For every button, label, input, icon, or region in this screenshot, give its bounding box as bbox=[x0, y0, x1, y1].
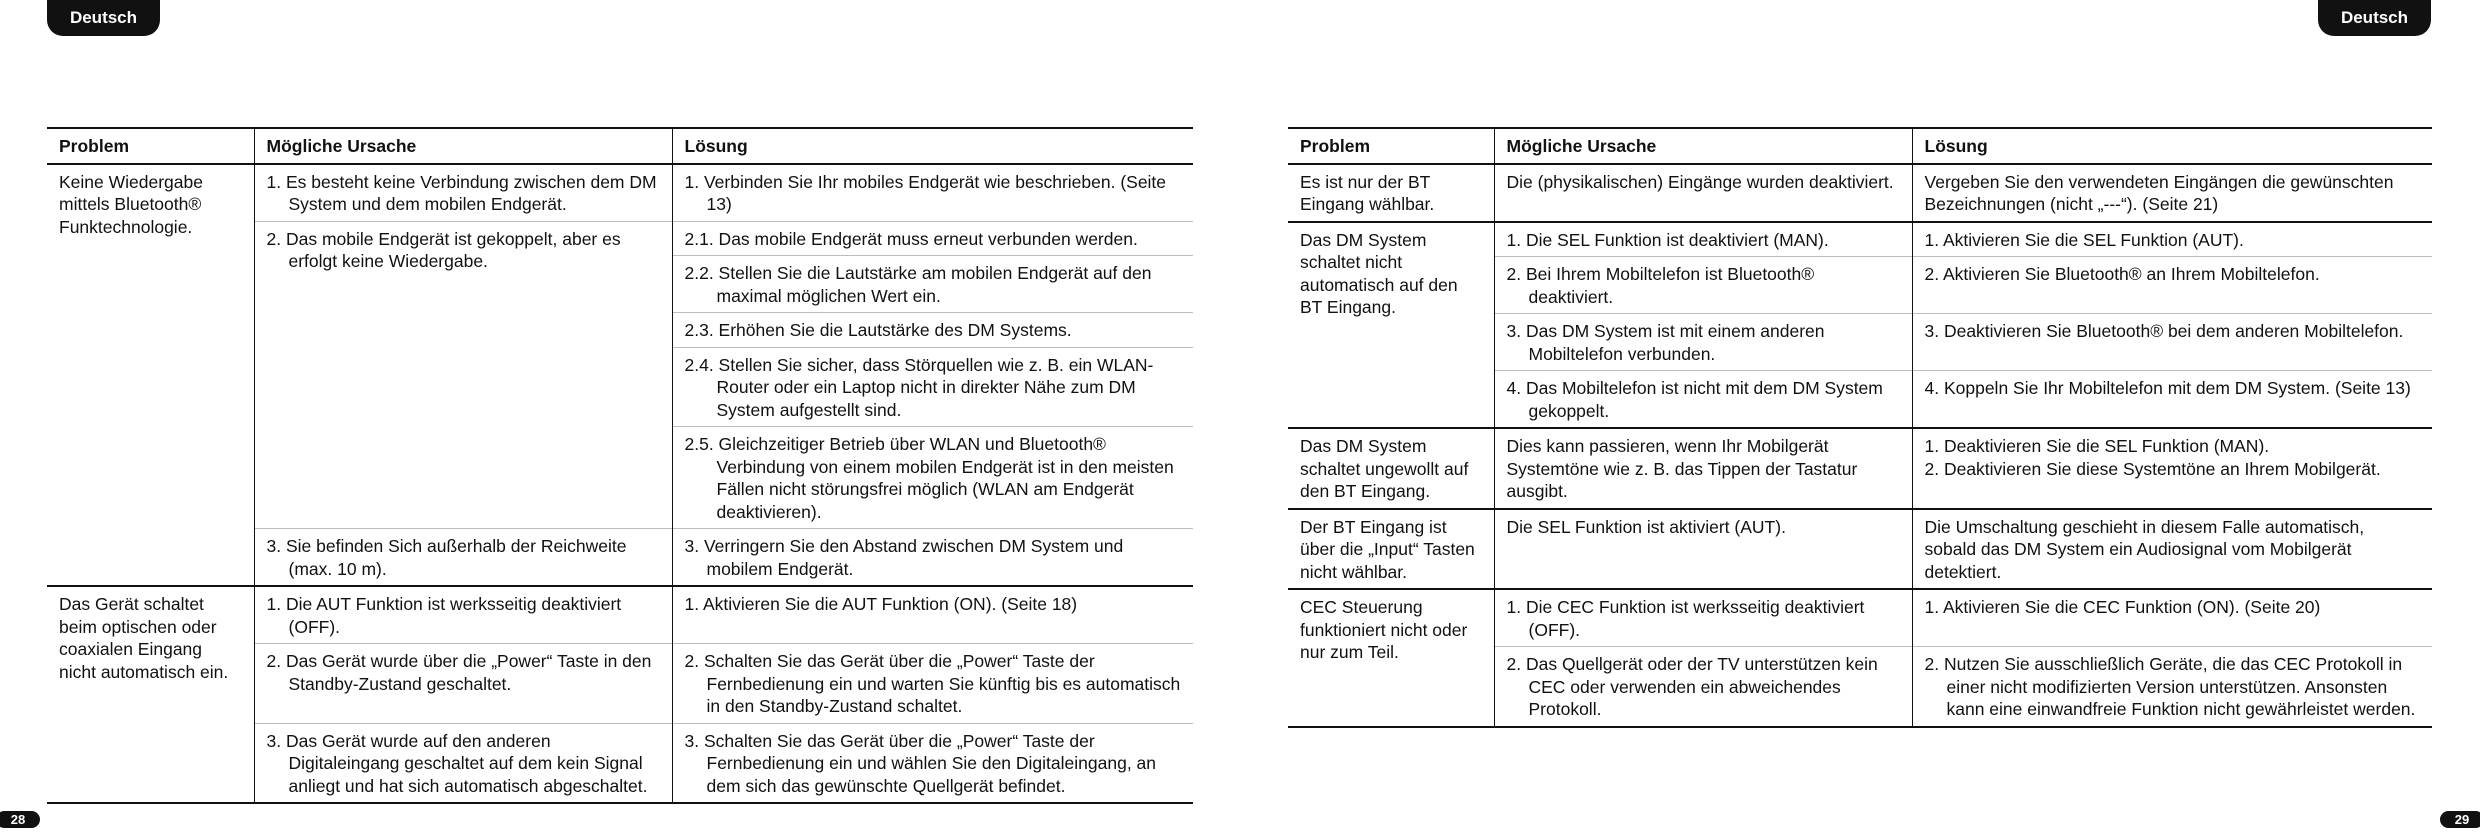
cause-cell: Die (physikalischen) Eingänge wurden deaktiviert. bbox=[1494, 164, 1912, 222]
cause-cell: 2. Das Gerät wurde über die „Power“ Taste in den Standby-Zustand geschaltet. bbox=[254, 644, 672, 724]
solution-cell: 4. Koppeln Sie Ihr Mobiltelefon mit dem DM System. (Seite 13) bbox=[1912, 371, 2432, 429]
column-header-solution: Lösung bbox=[1912, 128, 2432, 164]
cause-cell: 1. Die SEL Funktion ist deaktiviert (MAN). bbox=[1494, 222, 1912, 257]
page-number-right: 29 bbox=[2440, 811, 2480, 828]
solution-cell: 1. Verbinden Sie Ihr mobiles Endgerät wie beschrieben. (Seite 13) bbox=[672, 164, 1193, 222]
troubleshooting-table-left bbox=[47, 127, 1193, 804]
solution-cell: 2.5. Gleichzeitiger Betrieb über WLAN und Bluetooth® Verbindung von einem mobilen Endgerät ist in den meisten Fällen nicht störungsfrei möglich (WLAN am Endgerät deaktivieren). bbox=[672, 427, 1193, 529]
solution-cell: 2. Nutzen Sie ausschließlich Geräte, die das CEC Protokoll in einer nicht modifizierten Version unterstützen. Ansonsten kann eine einwandfreie Funktion nicht gewährleistet werden. bbox=[1912, 647, 2432, 727]
column-header-cause: Mögliche Ursache bbox=[1494, 128, 1912, 164]
solution-cell: 2.2. Stellen Sie die Lautstärke am mobilen Endgerät auf den maximal möglichen Wert ein. bbox=[672, 256, 1193, 313]
column-header-cause: Mögliche Ursache bbox=[254, 128, 672, 164]
solution-cell: 3. Verringern Sie den Abstand zwischen DM System und mobilem Endgerät. bbox=[672, 529, 1193, 587]
cause-cell: 2. Das Quellgerät oder der TV unterstützen kein CEC oder verwenden ein abweichendes Protokoll. bbox=[1494, 647, 1912, 727]
table-row bbox=[47, 586, 1193, 644]
table-row bbox=[47, 164, 1193, 222]
cause-cell: 2. Bei Ihrem Mobiltelefon ist Bluetooth® deaktiviert. bbox=[1494, 257, 1912, 314]
cause-cell: Die SEL Funktion ist aktiviert (AUT). bbox=[1494, 509, 1912, 590]
problem-cell: Der BT Eingang ist über die „Input“ Tasten nicht wählbar. bbox=[1288, 509, 1494, 590]
problem-cell: Das DM System schaltet ungewollt auf den BT Eingang. bbox=[1288, 428, 1494, 509]
solution-cell: 2.4. Stellen Sie sicher, dass Störquellen wie z. B. ein WLAN-Router oder ein Laptop nicht in direkter Nähe zum DM System aufgestellt sind. bbox=[672, 347, 1193, 427]
cause-cell: Dies kann passieren, wenn Ihr Mobilgerät Systemtöne wie z. B. das Tippen der Tastatur ausgibt. bbox=[1494, 428, 1912, 509]
column-header-problem: Problem bbox=[1288, 128, 1494, 164]
problem-cell: Das Gerät schaltet beim optischen oder coaxialen Eingang nicht automatisch ein. bbox=[47, 586, 254, 803]
language-tab-left: Deutsch bbox=[47, 0, 160, 36]
cause-cell: 4. Das Mobiltelefon ist nicht mit dem DM System gekoppelt. bbox=[1494, 371, 1912, 429]
solution-cell: Vergeben Sie den verwendeten Eingängen die gewünschten Bezeichnungen (nicht „---“). (Seite 21) bbox=[1912, 164, 2432, 222]
solution-cell: 1. Deaktivieren Sie die SEL Funktion (MAN). 2. Deaktivieren Sie diese Systemtöne an Ihrem Mobilgerät. bbox=[1912, 428, 2432, 509]
cause-cell: 2. Das mobile Endgerät ist gekoppelt, aber es erfolgt keine Wiedergabe. bbox=[254, 221, 672, 529]
solution-cell: 3. Deaktivieren Sie Bluetooth® bei dem anderen Mobiltelefon. bbox=[1912, 314, 2432, 371]
problem-cell: Es ist nur der BT Eingang wählbar. bbox=[1288, 164, 1494, 222]
solution-cell: 1. Aktivieren Sie die SEL Funktion (AUT). bbox=[1912, 222, 2432, 257]
cause-cell: 1. Die CEC Funktion ist werksseitig deaktiviert (OFF). bbox=[1494, 589, 1912, 647]
table-row bbox=[1288, 428, 2432, 509]
solution-cell: 3. Schalten Sie das Gerät über die „Power“ Taste der Fernbedienung ein und wählen Sie den Digitaleingang, an dem sich das gewünschte Quellgerät befindet. bbox=[672, 723, 1193, 803]
solution-cell: 1. Aktivieren Sie die AUT Funktion (ON). (Seite 18) bbox=[672, 586, 1193, 644]
cause-cell: 1. Die AUT Funktion ist werksseitig deaktiviert (OFF). bbox=[254, 586, 672, 644]
solution-cell: 1. Aktivieren Sie die CEC Funktion (ON). (Seite 20) bbox=[1912, 589, 2432, 647]
language-tab-right: Deutsch bbox=[2318, 0, 2431, 36]
table-row bbox=[1288, 509, 2432, 590]
solution-cell: Die Umschaltung geschieht in diesem Falle automatisch, sobald das DM System ein Audiosignal vom Mobilgerät detektiert. bbox=[1912, 509, 2432, 590]
column-header-problem: Problem bbox=[47, 128, 254, 164]
column-header-solution: Lösung bbox=[672, 128, 1193, 164]
cause-cell: 3. Das DM System ist mit einem anderen Mobiltelefon verbunden. bbox=[1494, 314, 1912, 371]
problem-cell: Keine Wiedergabe mittels Bluetooth® Funktechnologie. bbox=[47, 164, 254, 587]
cause-cell: 3. Sie befinden Sich außerhalb der Reichweite (max. 10 m). bbox=[254, 529, 672, 587]
troubleshooting-table-right bbox=[1288, 127, 2432, 728]
solution-cell: 2.1. Das mobile Endgerät muss erneut verbunden werden. bbox=[672, 221, 1193, 256]
problem-cell: CEC Steuerung funktioniert nicht oder nur zum Teil. bbox=[1288, 589, 1494, 727]
solution-cell: 2. Aktivieren Sie Bluetooth® an Ihrem Mobiltelefon. bbox=[1912, 257, 2432, 314]
table-row bbox=[1288, 589, 2432, 647]
cause-cell: 1. Es besteht keine Verbindung zwischen dem DM System und dem mobilen Endgerät. bbox=[254, 164, 672, 222]
page-number-left: 28 bbox=[0, 811, 40, 828]
table-row bbox=[1288, 164, 2432, 222]
solution-cell: 2. Schalten Sie das Gerät über die „Power“ Taste der Fernbedienung ein und warten Sie künftig bis es automatisch in den Standby-Zustand schaltet. bbox=[672, 644, 1193, 724]
table-header-row bbox=[47, 128, 1193, 164]
solution-cell: 2.3. Erhöhen Sie die Lautstärke des DM Systems. bbox=[672, 313, 1193, 348]
problem-cell: Das DM System schaltet nicht automatisch auf den BT Eingang. bbox=[1288, 222, 1494, 429]
cause-cell: 3. Das Gerät wurde auf den anderen Digitaleingang geschaltet auf dem kein Signal anliegt und hat sich automatisch abgeschaltet. bbox=[254, 723, 672, 803]
table-row bbox=[1288, 222, 2432, 257]
table-header-row bbox=[1288, 128, 2432, 164]
